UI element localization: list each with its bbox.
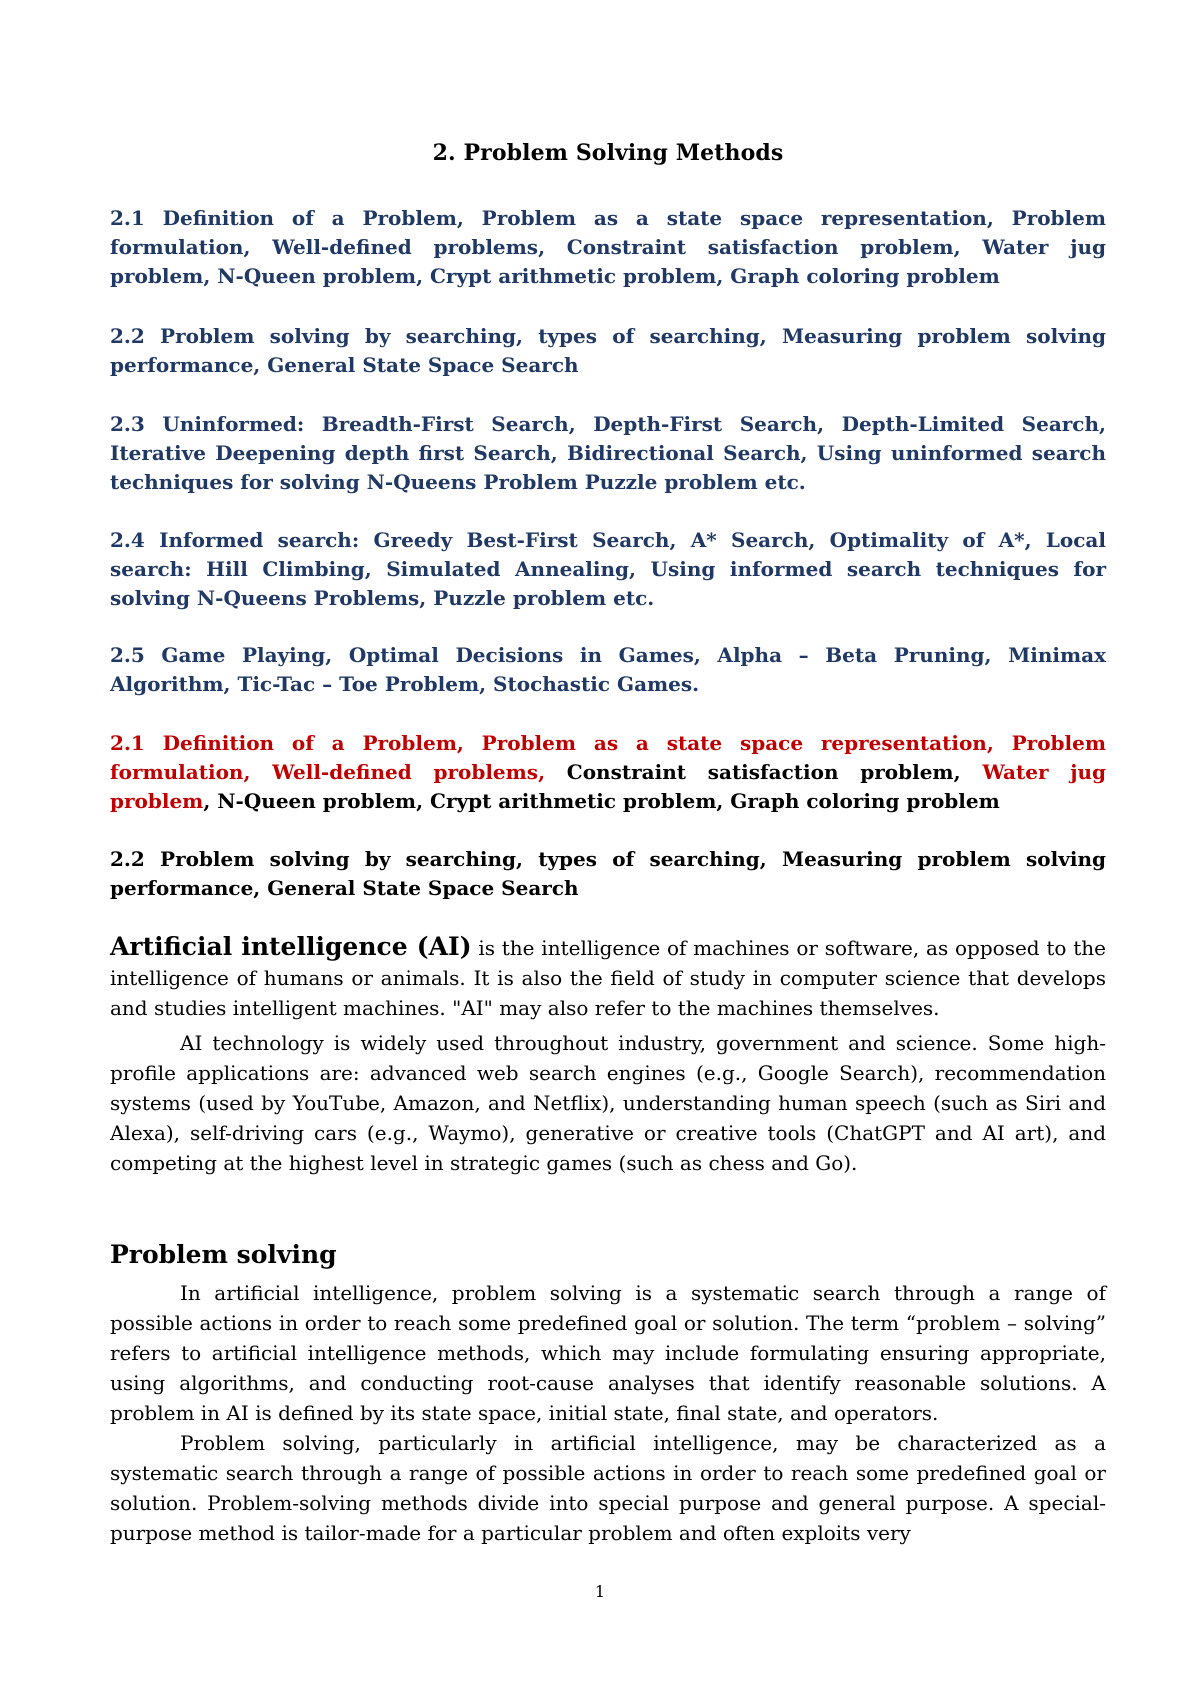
- ai-lead-term: Artificial intelligence (AI): [110, 932, 472, 961]
- outline-item-2-2-repeat: 2.2 Problem solving by searching, types of searching, Measuring problem solving performance, General State Space Search: [110, 847, 1106, 900]
- ai-definition-paragraph: [110, 932, 1106, 1023]
- outline-item-2-2: 2.2 Problem solving by searching, types of searching, Measuring problem solving performance, General State Space Search: [110, 324, 1106, 377]
- outline-item-2-5: 2.5 Game Playing, Optimal Decisions in Games, Alpha – Beta Pruning, Minimax Algorithm, Tic-Tac – Toe Problem, Stochastic Games.: [110, 643, 1106, 696]
- plain-dark-text: , N-Queen problem, Crypt arithmetic problem, Graph coloring problem: [203, 789, 1000, 813]
- plain-dark-text: Constraint satisfaction problem,: [545, 760, 983, 784]
- page-number: 1: [594, 1582, 606, 1601]
- highlight-red-text: 2.1 Definition of a Problem, Problem as a state space representation, Problem formulation, Well-defined problems,: [110, 731, 1106, 784]
- outline-item-2-1: 2.1 Definition of a Problem, Problem as a state space representation, Problem formulation, Well-defined problems, Constraint satisfaction problem, Water jug problem, N-Queen problem, Crypt arithmetic problem, Graph coloring problem: [110, 206, 1106, 288]
- page-title: 2. Problem Solving Methods: [432, 140, 784, 166]
- section-heading-problem-solving: Problem solving: [110, 1240, 337, 1269]
- outline-item-2-4: 2.4 Informed search: Greedy Best-First Search, A* Search, Optimality of A*, Local search: Hill Climbing, Simulated Annealing, Using informed search techniques for solving N-Queens Problems, Puzzle problem etc.: [110, 528, 1106, 610]
- problem-solving-paragraph-2: Problem solving, particularly in artificial intelligence, may be characterized as a systematic search through a range of possible actions in order to reach some predefined goal or solution. Problem-solving methods divide into special purpose and general purpose. A special-purpose method is tailor-made for a particular problem and often exploits very: [110, 1431, 1106, 1545]
- problem-solving-paragraph-1: In artificial intelligence, problem solving is a systematic search through a range of possible actions in order to reach some predefined goal or solution. The term “problem – solving” refers to artificial intelligence methods, which may include formulating ensuring appropriate, using algorithms, and conducting root-cause analyses that identify reasonable solutions. A problem in AI is defined by its state space, initial state, final state, and operators.: [110, 1281, 1106, 1425]
- outline-item-2-1-highlighted: [110, 729, 1106, 816]
- outline-item-2-3: 2.3 Uninformed: Breadth-First Search, Depth-First Search, Depth-Limited Search, Iterative Deepening depth first Search, Bidirectional Search, Using uninformed search techniques for solving N-Queens Problem Puzzle problem etc.: [110, 412, 1106, 494]
- highlight-red-text: Water jug problem: [110, 760, 1107, 813]
- ai-applications-paragraph: AI technology is widely used throughout industry, government and science. Some high-profile applications are: advanced web search engines (e.g., Google Search), recommendation systems (used by YouTube, Amazon, and Netflix), understanding human speech (such as Siri and Alexa), self-driving cars (e.g., Waymo), generative or creative tools (ChatGPT and AI art), and competing at the highest level in strategic games (such as chess and Go).: [110, 1031, 1106, 1175]
- ai-definition-text: is the intelligence of machines or software, as opposed to the intelligence of humans or animals. It is also the field of study in computer science that develops and studies intelligent machines. "AI" may also refer to the machines themselves.: [110, 936, 1106, 1020]
